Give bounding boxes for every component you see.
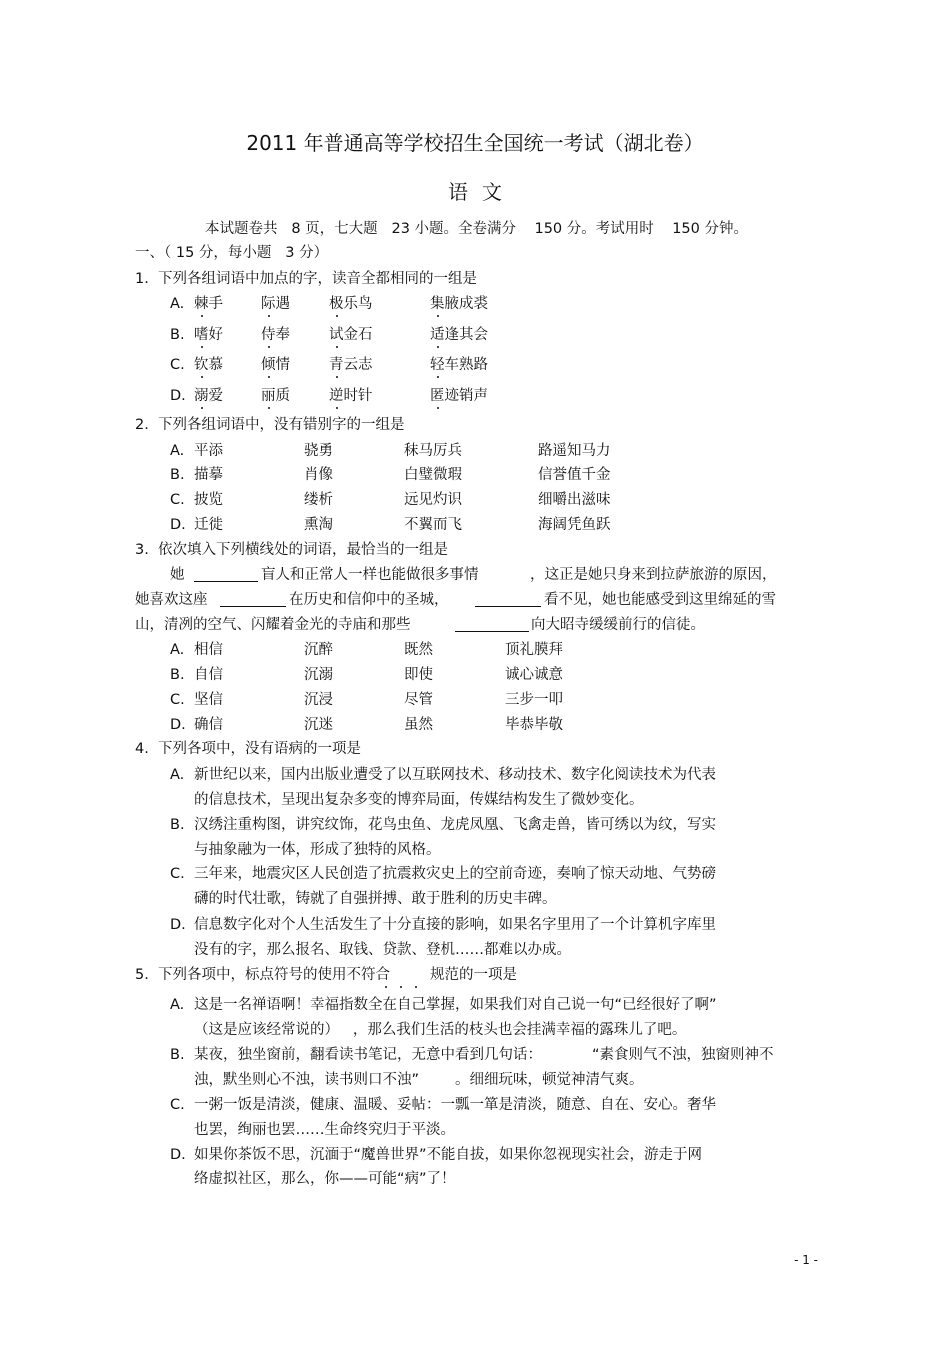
option-word: 确信 — [194, 717, 223, 733]
option-text: 汉绣注重构图，讲究纹饰，花鸟虫鱼、龙虎凤凰、飞禽走兽，皆可绣以为纹，写实 — [194, 817, 716, 833]
emphasis-dot — [268, 376, 270, 378]
option-text: （这是应该经常说的） ，那么我们生活的枝头也会挂满幸福的露珠儿了吧。 — [194, 1022, 687, 1038]
emphasis-dot — [336, 315, 338, 317]
option-word: 棘手 — [194, 296, 223, 312]
passage-text: 她喜欢这座 — [135, 592, 208, 608]
option-word: 匿迹销声 — [430, 388, 488, 404]
option-letter: A. — [170, 296, 185, 312]
option-word: 溺爱 — [194, 388, 223, 404]
question-1-stem: 1. 下列各组词语中加点的字，读音全都相同的一组是 — [135, 271, 478, 287]
question-3-stem: 3. 依次填入下列横线处的词语，最恰当的一组是 — [135, 542, 449, 558]
option-word: 熏淘 — [304, 517, 333, 533]
option-word: 肖像 — [304, 467, 333, 483]
option-letter: B. — [170, 467, 185, 483]
option-text: 如果你茶饭不思，沉湎于“魔兽世界”不能自拔，如果你忽视现实社会，游走于网 — [194, 1147, 703, 1163]
option-word: 缕析 — [304, 492, 333, 508]
option-word: 倾情 — [261, 357, 290, 373]
option-letter: B. — [170, 817, 185, 833]
option-word: 试金石 — [329, 327, 373, 343]
emphasis-dot — [336, 376, 338, 378]
option-letter: B. — [170, 327, 185, 343]
option-word: 信誉值千金 — [538, 467, 611, 483]
option-word: 毕恭毕敬 — [505, 717, 563, 733]
question-2-stem: 2. 下列各组词语中，没有错别字的一组是 — [135, 417, 405, 433]
emphasis-dot — [437, 346, 439, 348]
option-word: 平添 — [194, 443, 223, 459]
fill-blank — [194, 581, 258, 582]
option-text: 信息数字化对个人生活发生了十分直接的影响，如果名字里用了一个计算机字库里 — [194, 917, 716, 933]
option-letter: C. — [170, 1097, 185, 1113]
option-text: 与抽象融为一体，形成了独特的风格。 — [194, 842, 441, 858]
option-letter: A. — [170, 767, 185, 783]
emphasis-dot — [437, 376, 439, 378]
exam-title: 2011 年普通高等学校招生全国统一考试（湖北卷） — [246, 131, 704, 155]
option-word: 极乐鸟 — [329, 296, 373, 312]
option-word: 骁勇 — [304, 443, 333, 459]
option-word: 三步一叩 — [505, 692, 563, 708]
option-word: 沉迷 — [304, 717, 333, 733]
fill-blank — [455, 631, 529, 632]
option-text: 浊，默坐则心不浊，读书则口不浊” — [194, 1072, 420, 1088]
option-letter: C. — [170, 866, 185, 882]
option-word: 白璧微瑕 — [404, 467, 462, 483]
option-letter: D. — [170, 717, 186, 733]
fill-blank — [475, 606, 541, 607]
option-text: 三年来，地震灾区人民创造了抗震救灾史上的空前奇迹，奏响了惊天动地、气势磅 — [194, 866, 716, 882]
option-word: 自信 — [194, 667, 223, 683]
option-letter: D. — [170, 517, 186, 533]
option-word: 逆时针 — [329, 388, 373, 404]
subject-heading: 语文 — [448, 180, 516, 204]
option-text: 新世纪以来，国内出版业遭受了以互联网技术、移动技术、数字化阅读技术为代表 — [194, 767, 716, 783]
option-text: 某夜，独坐窗前，翻看读书笔记，无意中看到几句话： — [194, 1047, 542, 1063]
option-letter: C. — [170, 692, 185, 708]
question-5-stem-end: 规范的一项是 — [430, 967, 517, 983]
emphasis-dot — [201, 346, 203, 348]
emphasis-dot — [437, 407, 439, 409]
option-word: 青云志 — [329, 357, 373, 373]
passage-text: 看不见，她也能感受到这里绵延的雪 — [544, 592, 776, 608]
option-text: 。细细玩味，顿觉神清气爽。 — [455, 1072, 644, 1088]
option-word: 描摹 — [194, 467, 223, 483]
option-word: 披览 — [194, 492, 223, 508]
option-word: 不翼而飞 — [404, 517, 462, 533]
option-text: 也罢，绚丽也罢……生命终究归于平淡。 — [194, 1122, 455, 1138]
option-letter: A. — [170, 642, 185, 658]
option-text: “素食则气不浊，独窗则神不 — [592, 1047, 774, 1063]
option-letter: A. — [170, 997, 185, 1013]
passage-text: ，这正是她只身来到拉萨旅游的原因， — [530, 567, 777, 583]
emphasis-dot — [268, 407, 270, 409]
option-word: 细嚼出滋味 — [538, 492, 611, 508]
passage-text: 山，清冽的空气、闪耀着金光的寺庙和那些 — [135, 617, 411, 633]
option-word: 嗜好 — [194, 327, 223, 343]
option-word: 沉浸 — [304, 692, 333, 708]
option-word: 沉溺 — [304, 667, 333, 683]
option-word: 既然 — [404, 642, 433, 658]
option-word: 坚信 — [194, 692, 223, 708]
emphasis-dot — [268, 315, 270, 317]
option-word: 顶礼膜拜 — [505, 642, 563, 658]
emphasis-dot — [268, 346, 270, 348]
option-word: 路遥知马力 — [538, 443, 611, 459]
option-word: 海阔凭鱼跃 — [538, 517, 611, 533]
section-heading: 一、（ 15 分，每小题 3 分） — [135, 245, 329, 261]
option-word: 集腋成裘 — [430, 296, 488, 312]
question-5-stem: 5. 下列各项中，标点符号的使用不符合 — [135, 967, 391, 983]
option-word: 丽质 — [261, 388, 290, 404]
emphasis-dot — [437, 315, 439, 317]
passage-text: 向大昭寺缓缓前行的信徒。 — [531, 617, 705, 633]
option-letter: D. — [170, 1147, 186, 1163]
emphasis-dot — [336, 346, 338, 348]
page-number: - 1 - — [794, 1253, 818, 1267]
option-letter: A. — [170, 443, 185, 459]
option-text: 没有的字，那么报名、取钱、贷款、登机……都难以办成。 — [194, 942, 571, 958]
option-letter: B. — [170, 667, 185, 683]
option-letter: D. — [170, 388, 186, 404]
option-text: 的信息技术，呈现出复杂多变的博弈局面，传媒结构发生了微妙变化。 — [194, 792, 644, 808]
option-letter: C. — [170, 492, 185, 508]
emphasis-dot — [336, 407, 338, 409]
option-text: 络虚拟社区，那么，你——可能“病”了！ — [194, 1171, 456, 1187]
exam-intro: 本试题卷共 8 页，七大题 23 小题。全卷满分 150 分。考试用时 150 分钟。 — [205, 221, 748, 237]
option-word: 钦慕 — [194, 357, 223, 373]
passage-text: 她 — [170, 567, 185, 583]
question-4-stem: 4. 下列各项中，没有语病的一项是 — [135, 741, 362, 757]
emphasis-dot — [201, 376, 203, 378]
emphasis-dot — [201, 407, 203, 409]
emphasis-dot — [400, 986, 402, 988]
option-letter: D. — [170, 917, 186, 933]
passage-text: 在历史和信仰中的圣城， — [289, 592, 449, 608]
option-word: 远见灼识 — [404, 492, 462, 508]
option-word: 尽管 — [404, 692, 433, 708]
option-word: 侍奉 — [261, 327, 290, 343]
option-text: 一粥一饭是清淡，健康、温暖、妥帖：一瓢一箪是清淡，随意、自在、安心。奢华 — [194, 1097, 716, 1113]
option-word: 际遇 — [261, 296, 290, 312]
option-letter: C. — [170, 357, 185, 373]
option-text: 这是一名禅语啊！幸福指数全在自己掌握，如果我们对自己说一句“已经很好了啊” — [194, 997, 717, 1013]
option-word: 沉醉 — [304, 642, 333, 658]
option-letter: B. — [170, 1047, 185, 1063]
option-word: 适逢其会 — [430, 327, 488, 343]
option-word: 虽然 — [404, 717, 433, 733]
option-word: 即使 — [404, 667, 433, 683]
emphasis-dot — [201, 315, 203, 317]
emphasis-dot — [415, 986, 417, 988]
option-text: 礴的时代壮歌，铸就了自强拼搏、敢于胜利的历史丰碑。 — [194, 891, 557, 907]
option-word: 相信 — [194, 642, 223, 658]
option-word: 轻车熟路 — [430, 357, 488, 373]
passage-text: 盲人和正常人一样也能做很多事情 — [261, 567, 479, 583]
option-word: 迁徙 — [194, 517, 223, 533]
emphasis-dot — [385, 986, 387, 988]
option-word: 秣马厉兵 — [404, 443, 462, 459]
fill-blank — [220, 606, 286, 607]
option-word: 诚心诚意 — [505, 667, 563, 683]
